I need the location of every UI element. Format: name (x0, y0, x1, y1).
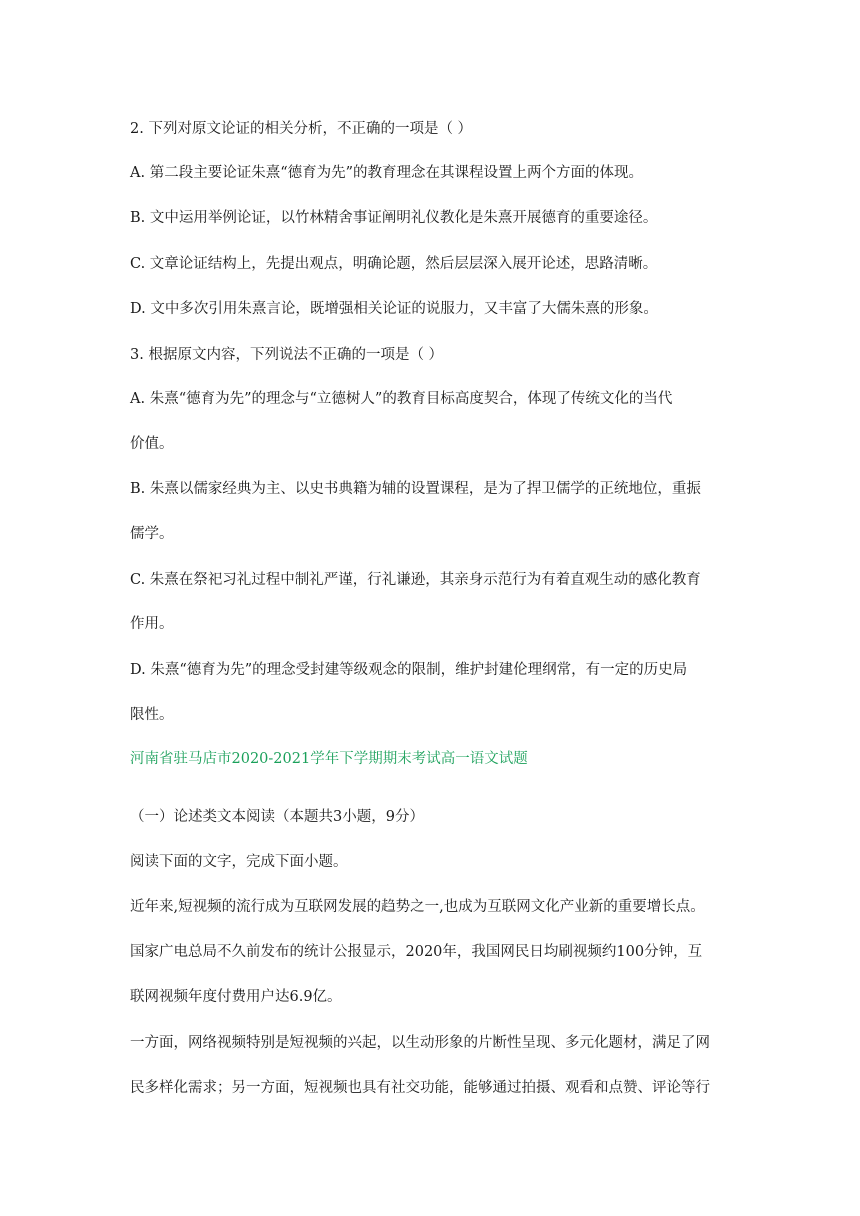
passage-line: 民多样化需求；另一方面，短视频也具有社交功能，能够通过拍摄、观看和点赞、评论等行 (130, 1080, 710, 1096)
q2-option-b: B. 文中运用举例论证，以竹林精舍事证阐明礼仪教化是朱熹开展德育的重要途径。 (130, 210, 658, 226)
q3-option-d: D. 朱熹“德育为先”的理念受封建等级观念的限制，维护封建伦理纲常，有一定的历史局 (130, 662, 688, 678)
passage-line: 联网视频年度付费用户达6.9亿。 (130, 989, 342, 1005)
question-3-stem: 3. 根据原文内容，下列说法不正确的一项是（ ） (130, 347, 444, 363)
q3-option-b: B. 朱熹以儒家经典为主、以史书典籍为辅的设置课程，是为了捍卫儒学的正统地位，重振 (130, 481, 701, 497)
q3-option-c-cont: 作用。 (130, 616, 174, 632)
q2-option-d: D. 文中多次引用朱熹言论，既增强相关论证的说服力，又丰富了大儒朱熹的形象。 (130, 301, 658, 317)
q2-option-a: A. 第二段主要论证朱熹“德育为先”的教育理念在其课程设置上两个方面的体现。 (130, 165, 644, 181)
passage-line: 国家广电总局不久前发布的统计公报显示，2020年，我国网民日均刷视频约100分钟，互 (130, 944, 703, 960)
q3-option-d-cont: 限性。 (130, 707, 174, 723)
q3-option-a: A. 朱熹“德育为先”的理念与“立德树人”的教育目标高度契合，体现了传统文化的当代 (130, 391, 673, 407)
q3-option-b-cont: 儒学。 (130, 526, 174, 542)
q3-option-c: C. 朱熹在祭祀习礼过程中制礼严谨，行礼谦逊，其亲身示范行为有着直观生动的感化教育 (130, 572, 701, 588)
exam-source-heading: 河南省驻马店市2020-2021学年下学期期末考试高一语文试题 (130, 751, 528, 767)
passage-line: 近年来,短视频的流行成为互联网发展的趋势之一,也成为互联网文化产业新的重要增长点。 (130, 899, 705, 915)
question-2-stem: 2. 下列对原文论证的相关分析，不正确的一项是（ ） (130, 121, 473, 137)
instruction: 阅读下面的文字，完成下面小题。 (130, 854, 348, 870)
section-title: （一）论述类文本阅读（本题共3小题，9分） (130, 809, 424, 825)
q2-option-c: C. 文章论证结构上，先提出观点，明确论题，然后层层深入展开论述，思路清晰。 (130, 256, 658, 272)
passage-line: 一方面，网络视频特别是短视频的兴起，以生动形象的片断性呈现、多元化题材，满足了网 (130, 1035, 710, 1051)
q3-option-a-cont: 价值。 (130, 436, 174, 452)
